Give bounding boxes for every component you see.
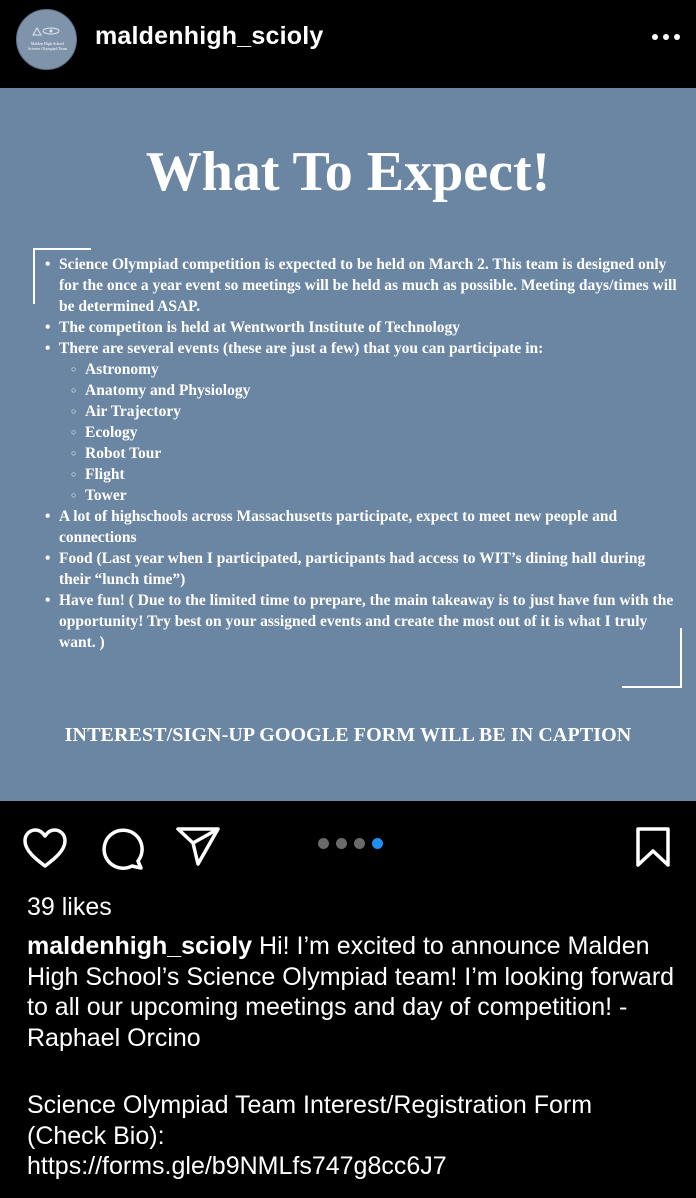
event-item: ○ Astronomy — [71, 359, 680, 380]
caption — [27, 931, 677, 1053]
post-image[interactable] — [0, 88, 696, 801]
expectations-list — [45, 254, 680, 653]
avatar[interactable] — [16, 9, 77, 70]
post-header — [0, 0, 696, 88]
likes-count[interactable]: 39 likes — [27, 893, 112, 921]
caption-link[interactable]: https://forms.gle/b9NMLfs747g8cc6J7 — [27, 1152, 447, 1180]
list-item: • The competiton is held at Wentworth Institute of Technology — [45, 317, 680, 338]
signup-banner: INTEREST/SIGN-UP GOOGLE FORM WILL BE IN CAPTION — [64, 724, 632, 746]
event-item: ○ Anatomy and Physiology — [71, 380, 680, 401]
caption-form-info — [27, 1090, 677, 1182]
list-item: • Science Olympiad competition is expected to be held on March 2. This team is designed only for the once a year event so meetings will be held as much as possible. Meeting days/times will be determined ASAP. — [45, 254, 680, 317]
event-item: ○ Air Trajectory — [71, 401, 680, 422]
carousel-dot — [318, 838, 329, 849]
carousel-dot — [336, 838, 347, 849]
list-item: • A lot of highschools across Massachusetts participate, expect to meet new people and connections — [45, 506, 680, 548]
bookmark-icon[interactable] — [634, 826, 672, 868]
carousel-indicator — [318, 838, 383, 850]
more-icon[interactable] — [650, 26, 682, 48]
events-list — [71, 359, 680, 506]
caption-form-line: Science Olympiad Team Interest/Registration Form (Check Bio): — [27, 1091, 593, 1150]
list-item: • Have fun! ( Due to the limited time to prepare, the main takeaway is to just have fun with the opportunity! Try best on your assigned events and create the most out of it is what I truly want. ) — [45, 590, 680, 653]
science-olympiad-logo — [31, 26, 63, 36]
carousel-dot — [372, 838, 383, 849]
header-username[interactable]: maldenhigh_scioly — [95, 22, 324, 50]
event-item: ○ Flight — [71, 464, 680, 485]
list-item — [45, 338, 680, 506]
caption-text: Hi! I’m excited to announce Malden High School’s Science Olympiad team! I’m looking forward to all our upcoming meetings and day of competition! - Raphael Orcino — [27, 932, 675, 1052]
list-item: • Food (Last year when I participated, participants had access to WIT’s dining hall during their “lunch time”) — [45, 548, 680, 590]
avatar-logo-text: Malden High School Science Olympiad Team — [27, 41, 68, 51]
carousel-dot — [354, 838, 365, 849]
caption-username[interactable]: maldenhigh_scioly — [27, 932, 253, 960]
list-item-text: There are several events (these are just a few) that you can participate in: — [59, 340, 544, 357]
event-item: ○ Ecology — [71, 422, 680, 443]
event-item: ○ Tower — [71, 485, 680, 506]
event-item: ○ Robot Tour — [71, 443, 680, 464]
heart-icon[interactable] — [22, 827, 68, 869]
action-bar — [0, 801, 696, 891]
post-title: What To Expect! — [145, 141, 551, 203]
share-icon[interactable] — [176, 826, 220, 866]
comment-icon[interactable] — [99, 826, 145, 872]
